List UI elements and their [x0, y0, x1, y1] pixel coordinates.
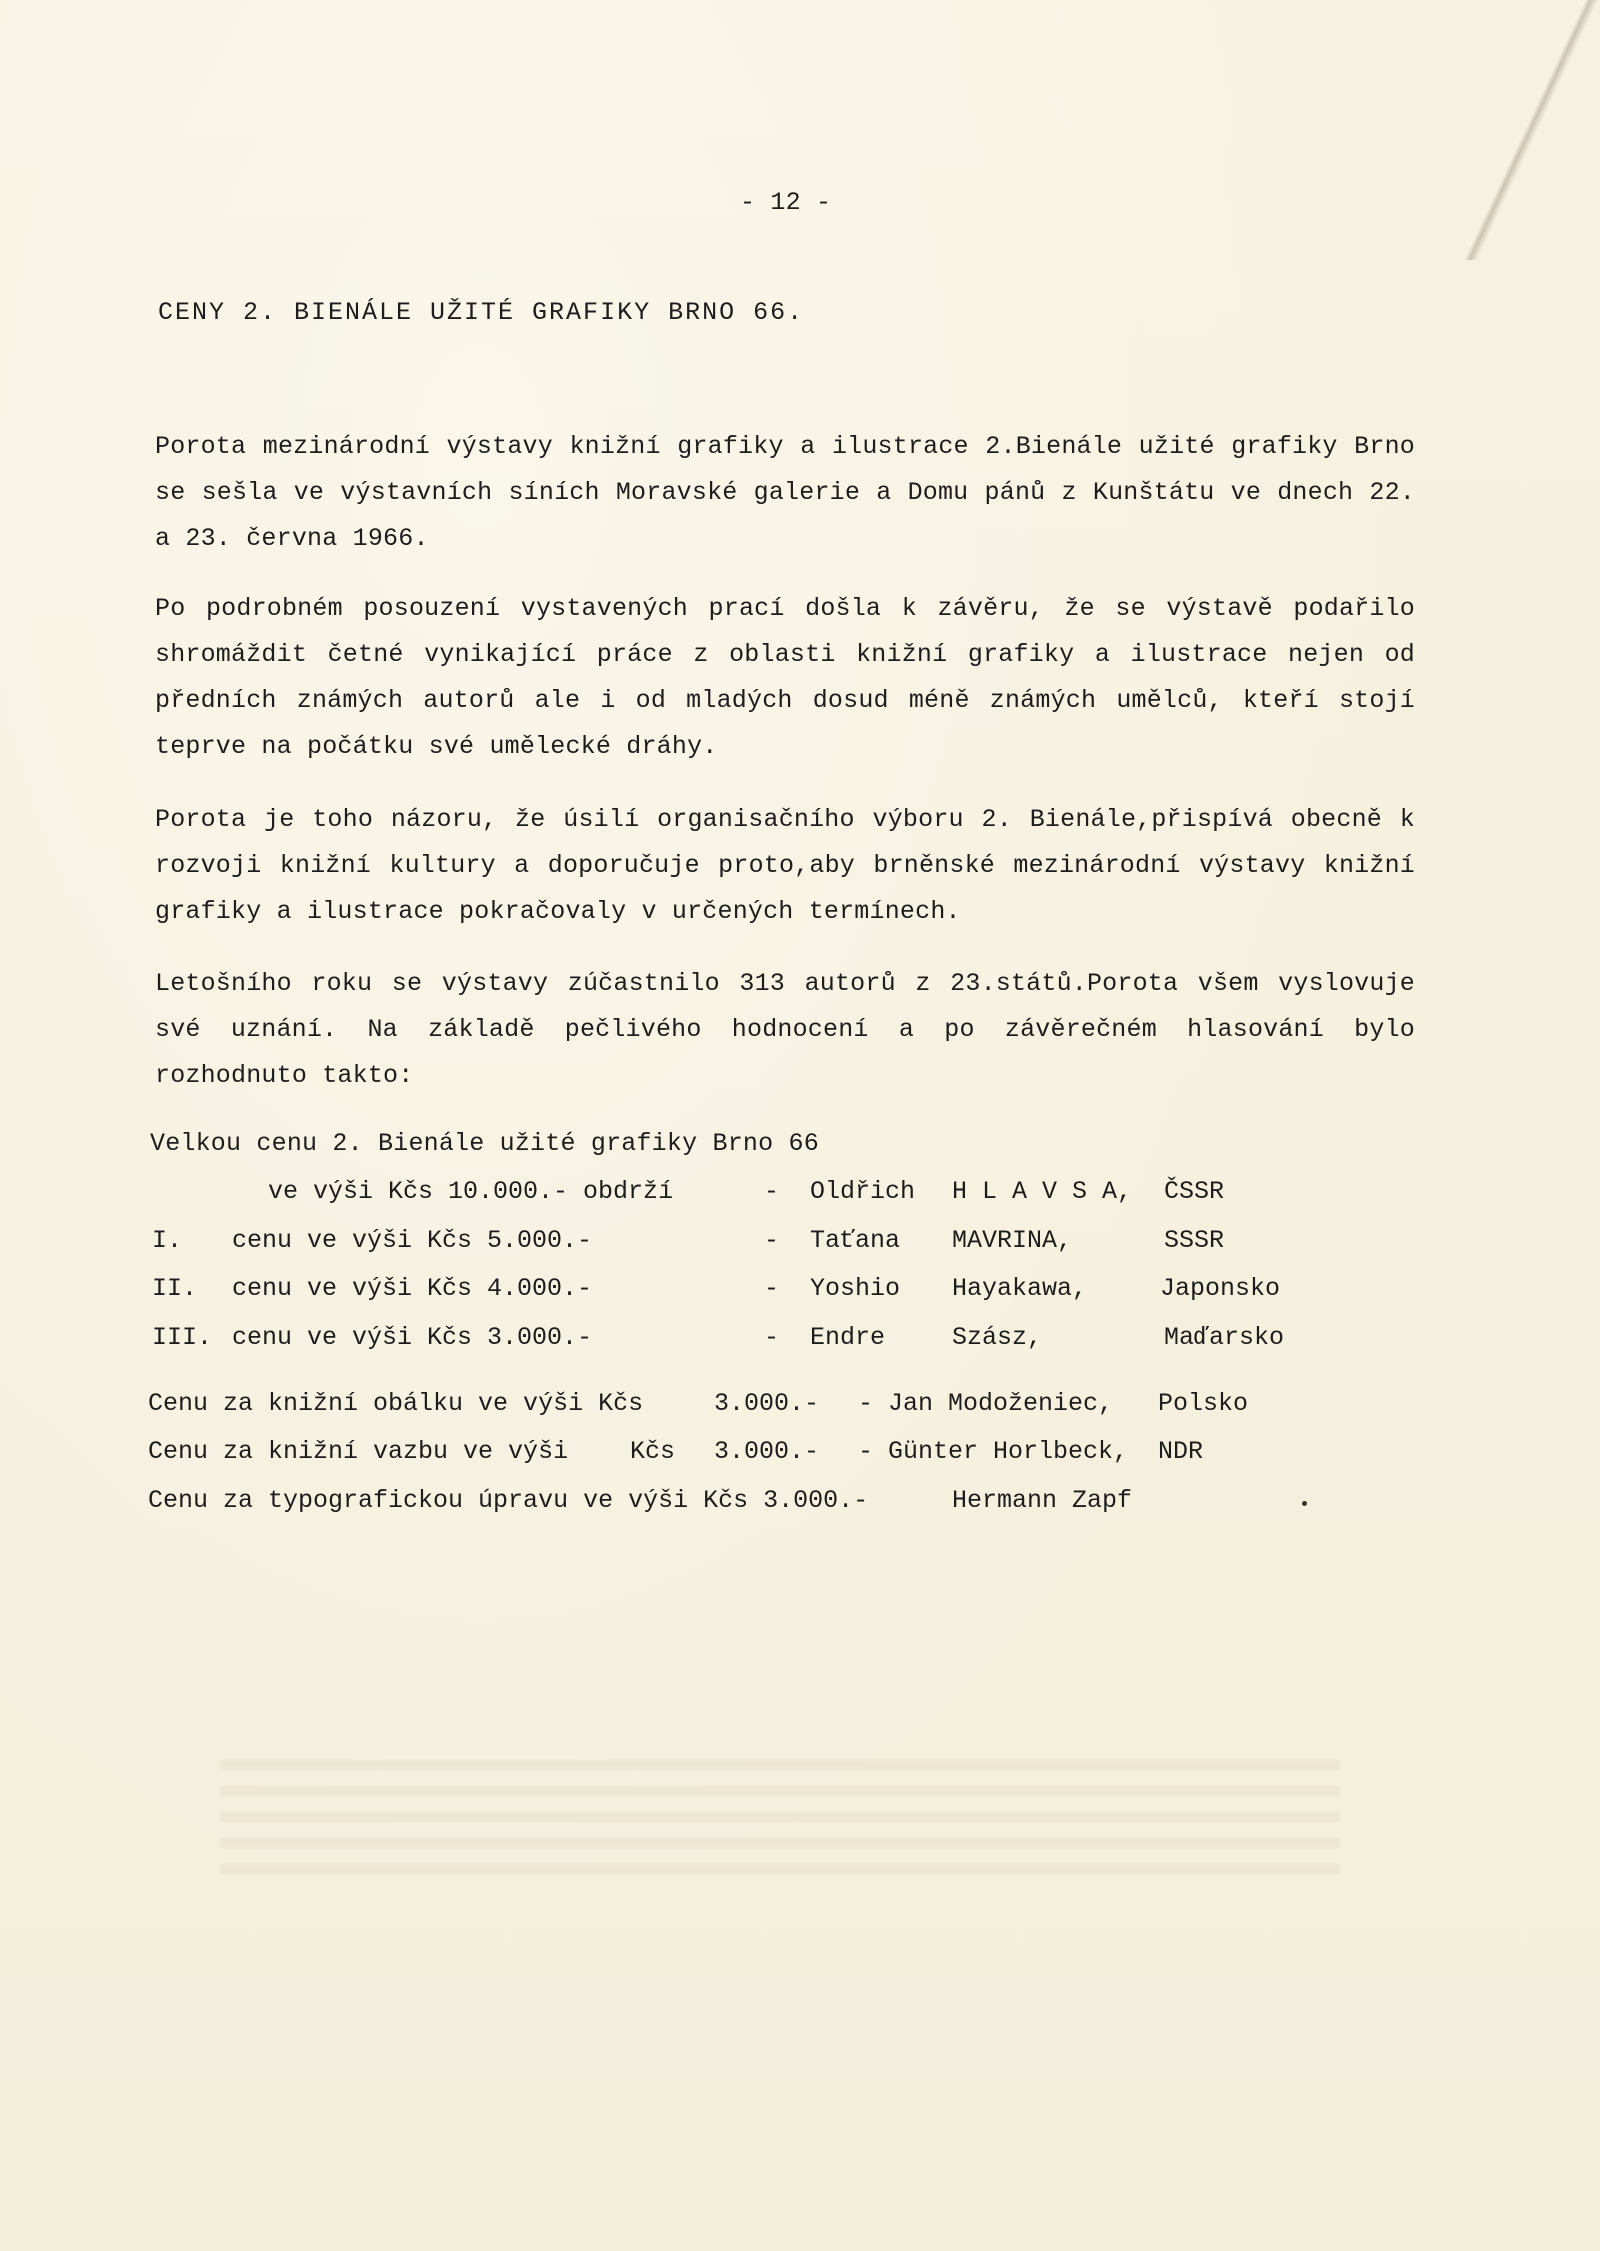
special-prize-country: NDR: [1158, 1437, 1204, 1466]
paragraph-4: Letošního roku se výstavy zúčastnilo 313 autorů z 23.států.Porota všem vyslovuje své uznání. Na základě pečlivého hodnocení a po závěrečném hlasování bylo rozhodnuto takto:: [155, 969, 1415, 1090]
award-label: II.: [152, 1274, 198, 1303]
special-prize-amount: 3.000.-: [714, 1389, 820, 1418]
award-surname: MAVRINA,: [952, 1226, 1073, 1255]
paragraph-2: Po podrobném posouzení vystavených prací došla k závěru, že se výstavě podařilo shromáždit četné vynikající práce z oblasti knižní grafiky a ilustrace nejen od předních známých autorů ale i od mladých dosud méně známých umělců, kteří stojí teprve na počátku své umělecké dráhy.: [155, 594, 1415, 761]
special-prize-country: Polsko: [1158, 1389, 1249, 1418]
award-row-first: [0, 1218, 1600, 1264]
grand-prize-heading: Velkou cenu 2. Bienále užité grafiky Brno 66: [150, 1129, 819, 1158]
award-amount: cenu ve výši Kčs 4.000.-: [232, 1274, 593, 1303]
award-country: Maďarsko: [1164, 1323, 1285, 1352]
special-prize-binding: [0, 1429, 1600, 1475]
award-first-name: Oldřich: [810, 1177, 916, 1206]
special-prize-text: Cenu za knižní obálku ve výši Kčs: [148, 1389, 644, 1418]
document-title: CENY 2. BIENÁLE UŽITÉ GRAFIKY BRNO 66.: [158, 298, 805, 327]
award-dash: -: [764, 1226, 780, 1255]
award-label: III.: [152, 1323, 213, 1352]
award-surname: Szász,: [952, 1323, 1043, 1352]
award-amount: cenu ve výši Kčs 5.000.-: [232, 1226, 593, 1255]
award-label: I.: [152, 1226, 183, 1255]
special-prize-typography: [0, 1478, 1600, 1524]
award-surname: H L A V S A,: [952, 1177, 1133, 1206]
award-row-grand: [0, 1169, 1600, 1215]
award-first-name: Taťana: [810, 1226, 901, 1255]
award-first-name: Endre: [810, 1323, 886, 1352]
page-fold-shadow: [1460, 0, 1600, 260]
award-dash: -: [764, 1323, 780, 1352]
special-prize-text: Cenu za knižní vazbu ve výši: [148, 1437, 569, 1466]
award-first-name: Yoshio: [810, 1274, 901, 1303]
paragraph-3: Porota je toho názoru, že úsilí organisačního výboru 2. Bienále,přispívá obecně k rozvoji knižní kultury a doporučuje proto,aby brněnské mezinárodní výstavy knižní grafiky a ilustrace pokračovaly v určených termínech.: [155, 805, 1415, 926]
special-prize-kcs: Kčs: [630, 1437, 676, 1466]
award-country: SSSR: [1164, 1226, 1225, 1255]
award-dash: -: [764, 1274, 780, 1303]
award-amount: cenu ve výši Kčs 3.000.-: [232, 1323, 593, 1352]
special-prize-dash: -: [858, 1389, 874, 1418]
award-country: ČSSR: [1164, 1177, 1225, 1206]
bleed-through-text: [220, 1760, 1340, 1880]
special-prize-winner: Jan Modoženiec,: [888, 1389, 1114, 1418]
paragraph-1: Porota mezinárodní výstavy knižní grafiky a ilustrace 2.Bienále užité grafiky Brno se sešla ve výstavních síních Moravské galerie a Domu pánů z Kunštátu ve dnech 22. a 23. června 1966.: [155, 432, 1415, 553]
special-prize-cover: [0, 1381, 1600, 1427]
award-dash: -: [764, 1177, 780, 1206]
award-row-third: [0, 1315, 1600, 1361]
special-prize-winner: Günter Horlbeck,: [888, 1437, 1129, 1466]
award-country: Japonsko: [1160, 1274, 1281, 1303]
special-prize-winner: Hermann Zapf: [952, 1486, 1133, 1515]
award-amount: ve výši Kčs 10.000.- obdrží: [268, 1177, 674, 1206]
special-prize-amount: 3.000.-: [714, 1437, 820, 1466]
award-surname: Hayakawa,: [952, 1274, 1088, 1303]
special-prize-text: Cenu za typografickou úpravu ve výši Kčs 3.000.-: [148, 1486, 869, 1515]
page-number: - 12 -: [740, 188, 832, 217]
ink-dot: [1302, 1501, 1307, 1506]
award-row-second: [0, 1266, 1600, 1312]
special-prize-dash: -: [858, 1437, 874, 1466]
